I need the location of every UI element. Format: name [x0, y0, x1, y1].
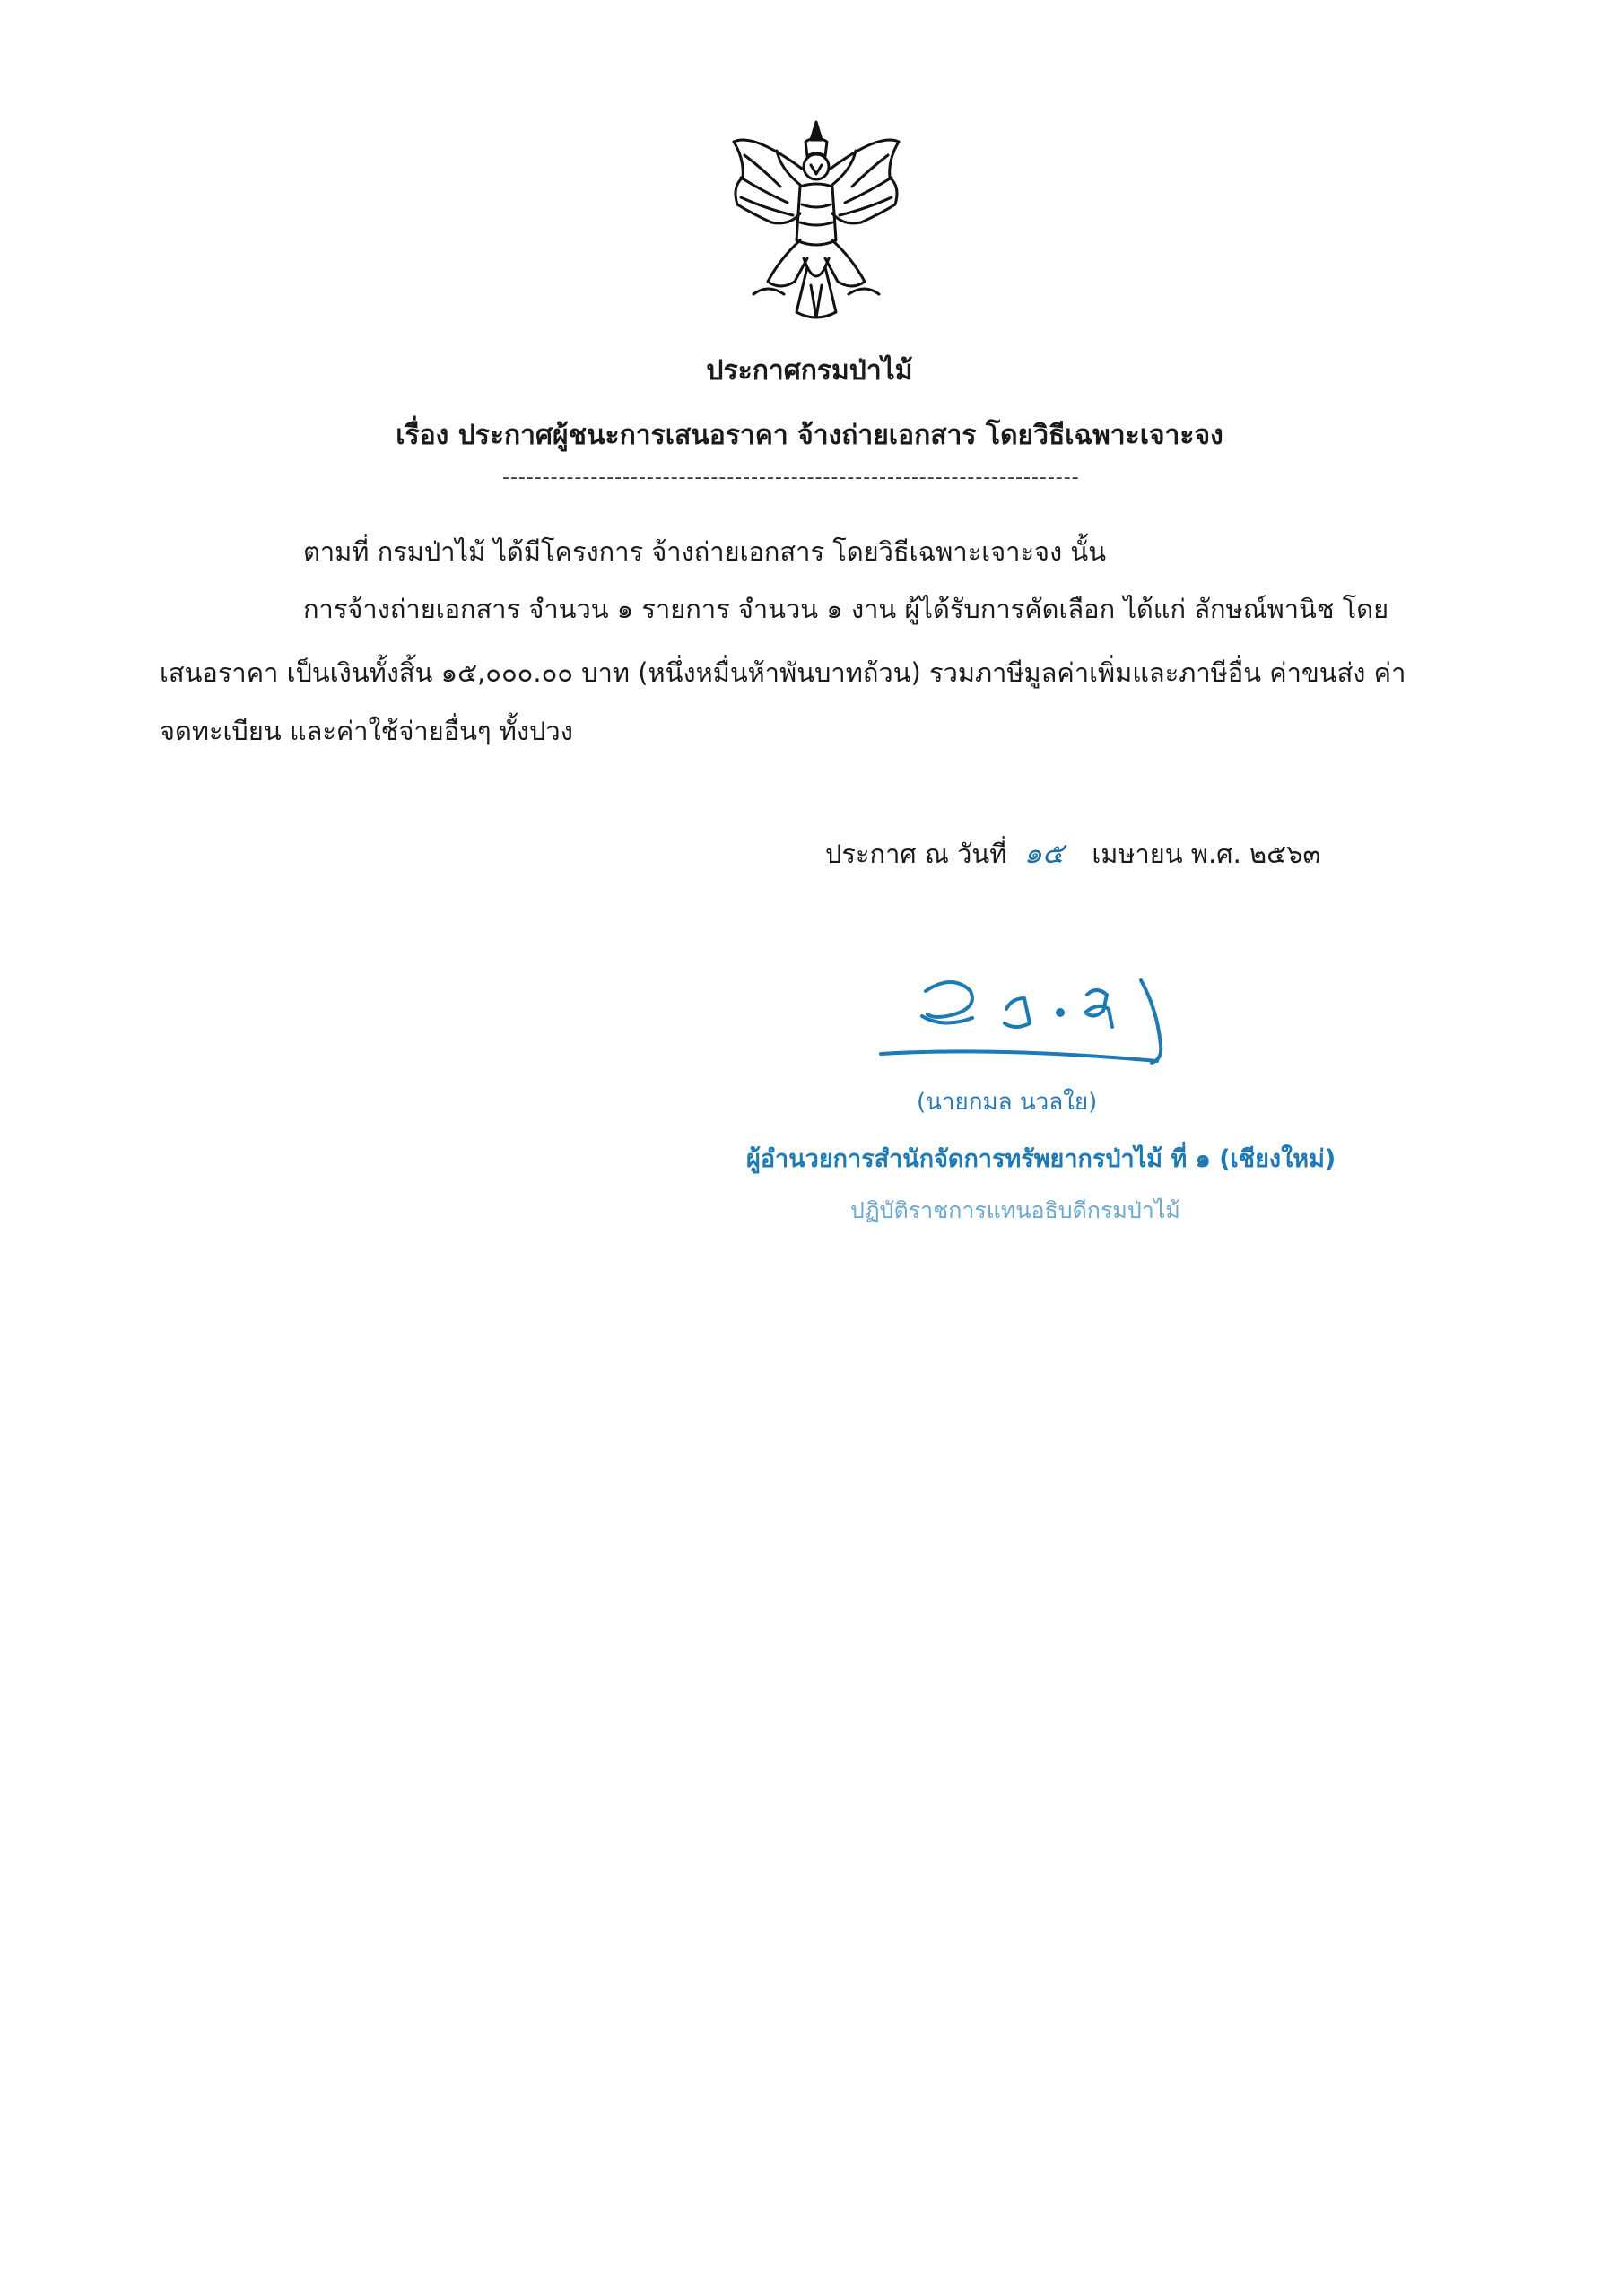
paragraph-1: ตามที่ กรมป่าไม้ ได้มีโครงการ จ้างถ่ายเอกสาร โดยวิธีเฉพาะเจาะจง นั้น [303, 536, 1107, 567]
signer-name: (นายกมล นวลใย) [917, 1089, 1098, 1116]
date-suffix: เมษายน พ.ศ. ๒๕๖๓ [1092, 839, 1321, 869]
document-subject: เรื่อง ประกาศผู้ชนะการเสนอราคา จ้างถ่ายเอกสาร โดยวิธีเฉพาะเจาะจง [396, 420, 1223, 451]
handwritten-signature [872, 955, 1204, 1081]
paragraph-2-line-3: จดทะเบียน และค่าใช้จ่ายอื่นๆ ทั้งปวง [160, 716, 573, 746]
document-title: ประกาศกรมป่าไม้ [706, 355, 913, 387]
announcement-date [825, 831, 1320, 876]
date-day-handwritten: ๑๕ [1023, 836, 1065, 870]
separator-line: ------------------------------------------------------------------------ [502, 466, 1080, 489]
signer-acting-on-behalf: ปฏิบัติราชการแทนอธิบดีกรมป่าไม้ [850, 1197, 1180, 1223]
date-prefix: ประกาศ ณ วันที่ [825, 839, 1007, 869]
paragraph-2-line-2: เสนอราคา เป็นเงินทั้งสิ้น ๑๕,๐๐๐.๐๐ บาท (หนึ่งหมื่นห้าพันบาทถ้วน) รวมภาษีมูลค่าเพิ่มและภาษีอื่น ค่าขนส่ง ค่า [160, 657, 1406, 688]
garuda-emblem [718, 115, 915, 330]
signer-position: ผู้อำนวยการสำนักจัดการทรัพยากรป่าไม้ ที่ ๑ (เชียงใหม่) [746, 1145, 1336, 1173]
paragraph-2-line-1: การจ้างถ่ายเอกสาร จำนวน ๑ รายการ จำนวน ๑ งาน ผู้ได้รับการคัดเลือก ได้แก่ ลักษณ์พานิช โดย [303, 594, 1389, 624]
